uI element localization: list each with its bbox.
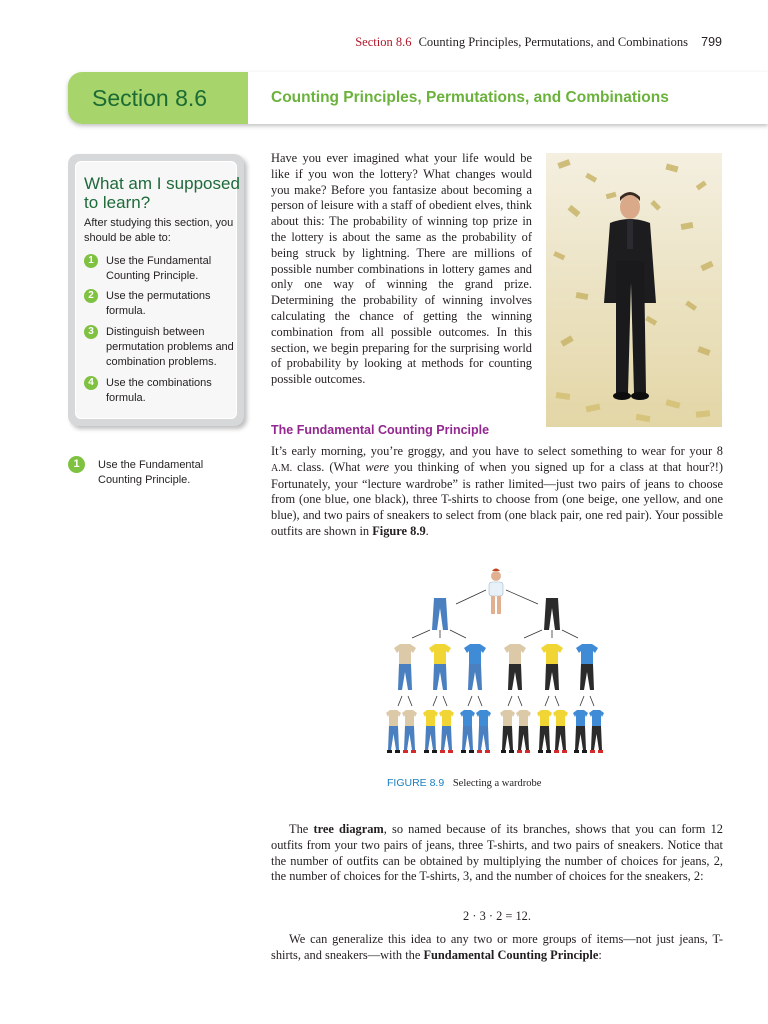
learning-objectives-intro: After studying this section, you should be able to:: [84, 217, 234, 244]
blue-jeans-icon: [432, 598, 448, 630]
intro-paragraph: Have you ever imagined what your life would be like if you won the lottery? What changes would you make? Before you fantasize about becoming a person of leisure with a staff of obedient elves, think about this: The probability of winning top prize in the lottery is about the same as the probability of being struck by lightning. There are millions of possible number combinations in lottery games and only one way of winning the grand prize. Determining the probability of winning involves calculating the chance of getting the winning combination from all possible outcomes. In this section, we begin preparing for the surprising world of probability by looking at methods for counting possible outcomes.: [271, 151, 532, 387]
learning-objectives-panel: [75, 161, 240, 419]
running-head-title: Counting Principles, Permutations, and Combinations: [418, 35, 689, 49]
text-run: .: [425, 523, 429, 538]
generalize-paragraph: [271, 932, 723, 964]
outfit-level2: [394, 644, 598, 690]
objective-number-badge: 4: [84, 376, 98, 390]
lottery-winner-photo: [546, 153, 722, 427]
section-title: Counting Principles, Permutations, and Combinations: [271, 89, 669, 106]
objective-number-badge: 3: [84, 325, 98, 339]
learning-objectives-title: What am I supposed to learn?: [84, 174, 240, 212]
text-run: It’s early morning, you’re groggy, and you have to select something to wear for your 8: [271, 444, 723, 458]
subsection-heading: The Fundamental Counting Principle: [271, 423, 490, 437]
am-abbrev: A.M.: [271, 462, 293, 474]
text-run: class. (What: [292, 459, 366, 474]
wardrobe-tree-diagram: [386, 566, 612, 772]
emphasis-were: were: [365, 459, 390, 474]
text-run: The: [289, 822, 314, 836]
text-run: , so named because of its branches, shows that you can form 12 outfits from your two pairs of jeans, three T-shirts, and two pairs of sneakers. Notice that the number of outfits can be obtained by multiplying the number of choices for jeans, 2, the number of choices for the T-shirts, 3, and the number of choices for the sneakers, 2:: [271, 822, 723, 884]
objective-number-badge: 2: [84, 289, 98, 303]
objective-text: Use the combinations formula.: [106, 377, 212, 404]
term-fundamental-counting-principle: Fundamental Counting Principle: [423, 947, 599, 962]
margin-objective-text: Use the Fundamental Counting Principle.: [98, 459, 204, 486]
objective-number-badge: 1: [84, 254, 98, 268]
text-run: :: [598, 947, 602, 962]
running-head-section: Section 8.6: [355, 35, 412, 49]
figure-reference: Figure 8.9: [372, 523, 426, 538]
objective-text: Use the Fundamental Counting Principle.: [106, 255, 212, 282]
objective-number-badge: 1: [68, 456, 85, 473]
objective-text: Use the permutations formula.: [106, 290, 211, 317]
text-run: you thinking of when you signed up for a class at that hour?!) Fortunately, your “lecture wardrobe” is rather limited—just two pairs of jeans to choose from (one blue, one black), three T-shirts to choose from (one beige, one yellow, and one blue), and two pairs of sneakers to select from (one black pair, one red pair). Your possible outfits are shown in: [271, 459, 724, 538]
figure-label: FIGURE 8.9: [387, 777, 445, 789]
figure-caption-text: Selecting a wardrobe: [452, 778, 542, 789]
running-head: [355, 35, 722, 50]
section-tab: Section 8.6: [68, 72, 248, 124]
section-banner: [68, 72, 768, 124]
term-tree-diagram: tree diagram: [313, 822, 384, 836]
wardrobe-paragraph: [271, 444, 723, 540]
money-rain-illustration: [546, 153, 722, 427]
black-jeans-icon: [544, 598, 560, 630]
person-figure: [489, 569, 503, 615]
equation: 2 · 3 · 2 = 12.: [463, 909, 531, 923]
text-run: We can generalize this idea to any two or more groups of items—not just jeans, T-shirts, and sneakers—with the: [271, 932, 723, 962]
figure-caption: [387, 777, 541, 789]
objective-text: Distinguish between permutation problems and combination problems.: [106, 326, 234, 368]
learning-objectives-box: [68, 154, 244, 426]
tree-diagram-paragraph: [271, 822, 723, 885]
page-number: 799: [701, 35, 722, 49]
outfit-level3: [386, 710, 604, 753]
